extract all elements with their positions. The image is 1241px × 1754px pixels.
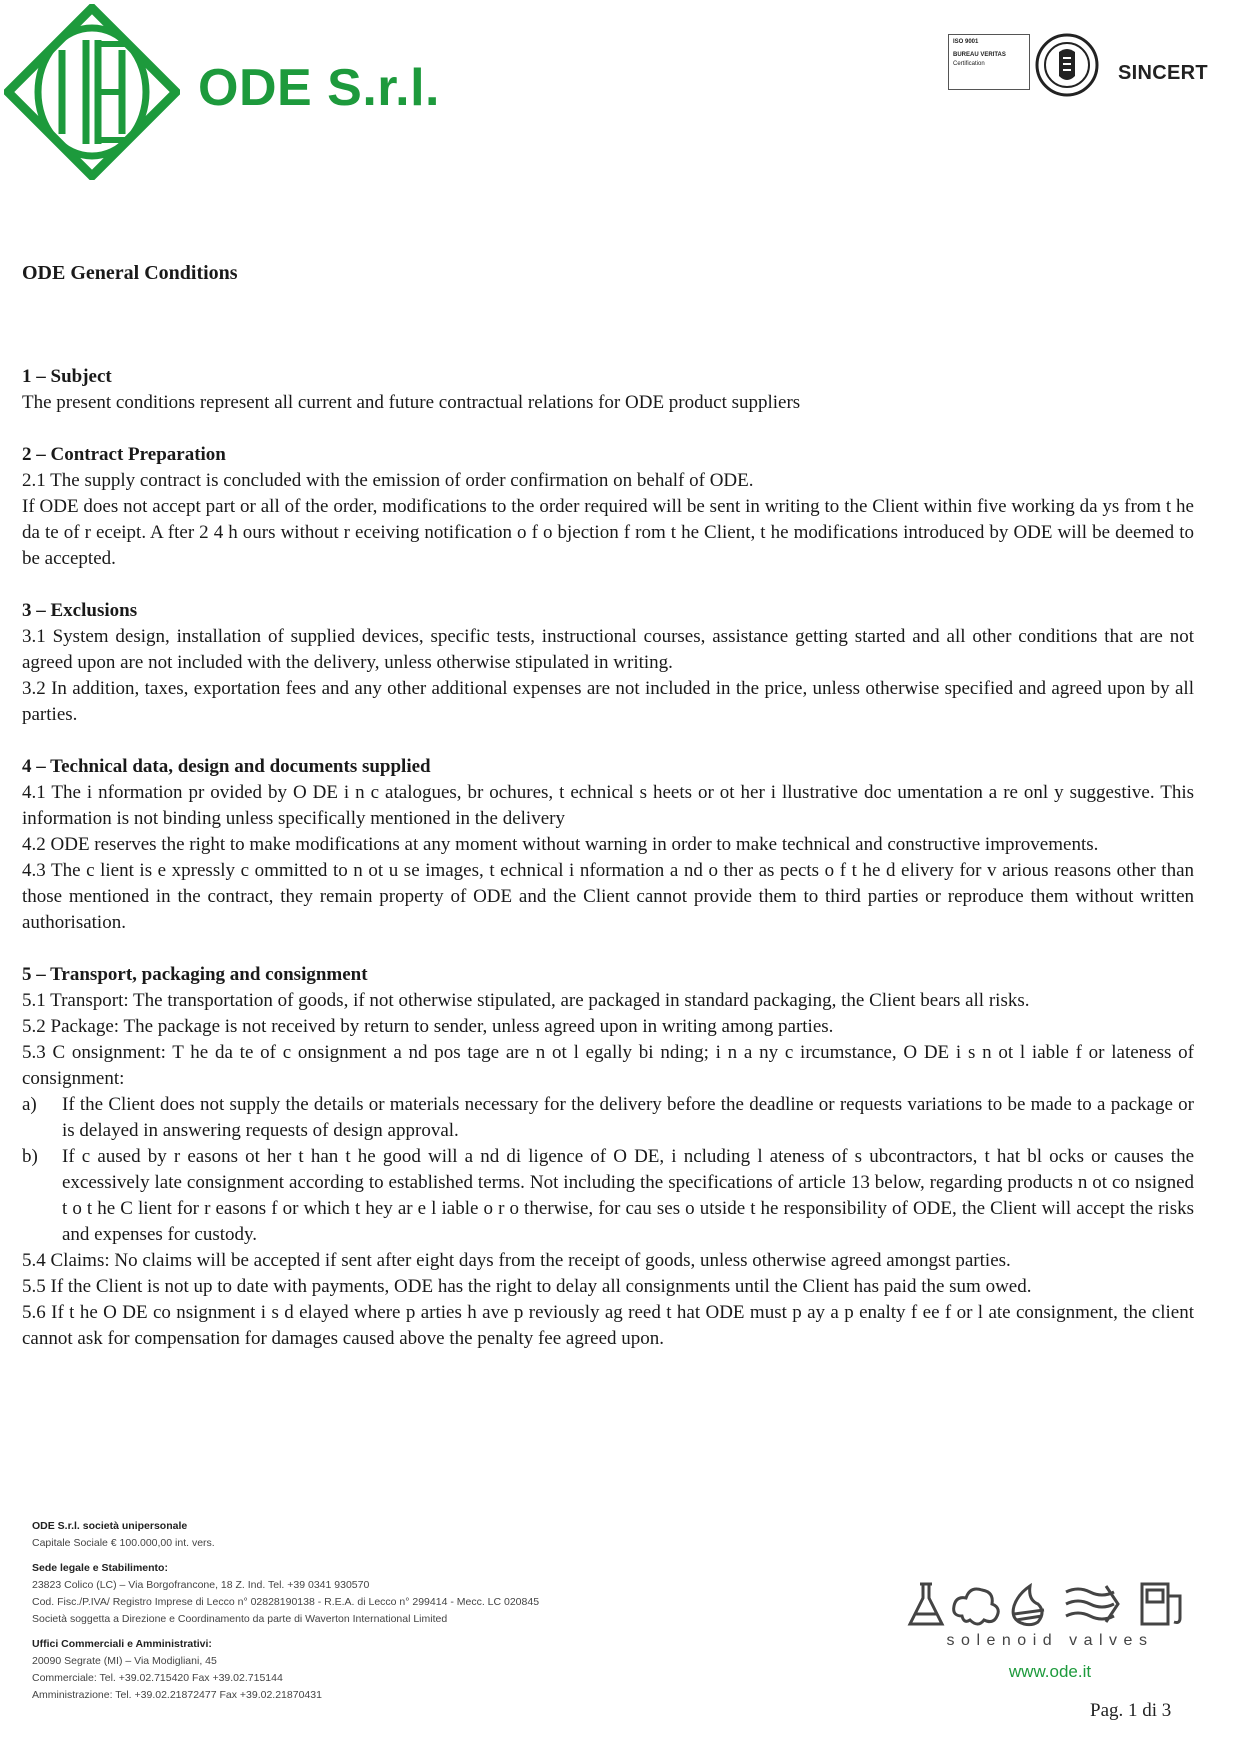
footer-sales-contact: Commerciale: Tel. +39.02.715420 Fax +39.02.715144 [32, 1672, 283, 1684]
footer-company-line: ODE S.r.l. società unipersonale [32, 1520, 188, 1532]
footer-offices-heading: Uffici Commerciali e Amministrativi: [32, 1638, 212, 1650]
footer-registered-office-heading: Sede legale e Stabilimento: [32, 1562, 168, 1574]
section-paragraph: If ODE does not accept part or all of the order, modifications to the order required will be sent in writing to the Client within five working da ys from t he da te of r eceipt. A fter 2 4 h ours without r eceiving notification o f o bjection f rom t he Client, t he modifications introduced by ODE will be deemed to be accepted. [22, 496, 1194, 569]
cloud-icon [954, 1589, 999, 1624]
company-footer [32, 1518, 672, 1704]
cert-line-certification: Certification [953, 61, 985, 67]
footer-registry-line: Cod. Fisc./P.IVA/ Registro Imprese di Lecco n° 02828190138 - R.E.A. di Lecco n° 299414 - Mecc. LC 020845 [32, 1596, 540, 1608]
section-paragraph: The present conditions represent all current and future contractual relations for ODE product suppliers [22, 392, 801, 413]
steam-icon [1066, 1586, 1118, 1622]
certification-block [948, 30, 1238, 104]
list-text: If c aused by r easons ot her t han t he good will a nd di ligence of O DE, i ncluding l ateness of s ubcontractors, t hat bl ocks or causes the excessively late consignment according to established terms. Not including the specifications of article 13 below, regarding products n ot co nsigned t o t he C lient for r easons f or which t hey ar e l iable o r o therwise, for cau ses o utside t he responsibility of ODE, the Client will accept the risks and expenses for custody. [62, 1146, 1194, 1245]
ode-logo-icon [4, 4, 180, 180]
section-paragraph: 4.2 ODE reserves the right to make modifications at any moment without warning in order to make technical and constructive improvements. [22, 834, 1099, 855]
conditions-body [22, 364, 1194, 1378]
fuel-pump-icon [1142, 1584, 1180, 1624]
section-subject [22, 364, 1194, 416]
section-paragraph: 5.5 If the Client is not up to date with payments, ODE has the right to delay all consignments until the Client has paid the sum owed. [22, 1276, 1032, 1297]
section-heading: 4 – Technical data, design and documents supplied [22, 756, 431, 777]
footer-office-address: 20090 Segrate (MI) – Via Modigliani, 45 [32, 1655, 217, 1667]
document-title: ODE General Conditions [22, 262, 238, 284]
section-paragraph: 4.3 The c lient is e xpressly c ommitted to n ot u se images, t echnical i nformation a nd o ther as pects o f t he d elivery for v arious reasons other than those mentioned in the contract, they remain property of ODE and the Client cannot provide them to third parties or reproduce them without written authorisation. [22, 860, 1194, 933]
section-paragraph: 3.2 In addition, taxes, exportation fees and any other additional expenses are not included in the price, unless otherwise specified and agreed upon by all parties. [22, 678, 1194, 725]
list-item [22, 1144, 1194, 1248]
flask-icon [910, 1584, 942, 1624]
section-paragraph: 5.4 Claims: No claims will be accepted if sent after eight days from the receipt of goods, unless otherwise agreed amongst parties. [22, 1250, 1011, 1271]
section-paragraph: 5.3 C onsignment: T he da te of c onsignment a nd pos tage are n ot l egally bi nding; i n a ny c ircumstance, O DE i s n ot l iable f or lateness of consignment: [22, 1042, 1194, 1089]
section-heading: 1 – Subject [22, 366, 112, 387]
page-header [0, 0, 1241, 200]
list-marker: a) [22, 1094, 37, 1115]
section-heading: 3 – Exclusions [22, 600, 138, 621]
page-number: Pag. 1 di 3 [1090, 1700, 1172, 1721]
section-contract-preparation [22, 442, 1194, 572]
flame-icon [1013, 1586, 1044, 1625]
iso-certificate-box [948, 34, 1030, 90]
cert-line-iso: ISO 9001 [953, 39, 979, 45]
footer-address-line: 23823 Colico (LC) – Via Borgofrancone, 18 Z. Ind. Tel. +39 0341 930570 [32, 1579, 370, 1591]
section-technical-data [22, 754, 1194, 936]
section-paragraph: 2.1 The supply contract is concluded with the emission of order confirmation on behalf of ODE. [22, 470, 754, 491]
cert-line-bv: BUREAU VERITAS [953, 52, 1006, 58]
sincert-badge: SINCERT [1118, 62, 1208, 84]
application-icons [906, 1580, 1194, 1630]
company-name: ODE S.r.l. [198, 59, 440, 117]
list-text: If the Client does not supply the details or materials necessary for the delivery before the deadline or requests variations to be made to a package or is delayed in answering requests of design approval. [62, 1094, 1194, 1141]
product-tagline: solenoid valves [946, 1632, 1154, 1649]
section-heading: 2 – Contract Preparation [22, 444, 226, 465]
section-paragraph: 4.1 The i nformation pr ovided by O DE i n c atalogues, br ochures, t echnical s heets or ot her i llustrative doc umentation a re onl y suggestive. This information is not binding unless specifically mentioned in the delivery [22, 782, 1194, 829]
list-item [22, 1092, 1194, 1144]
section-transport [22, 962, 1194, 1352]
bureau-veritas-seal-icon [1034, 30, 1100, 100]
section-paragraph: 5.1 Transport: The transportation of goods, if not otherwise stipulated, are packaged in standard packaging, the Client bears all risks. [22, 990, 1030, 1011]
section-exclusions [22, 598, 1194, 728]
section-paragraph: 3.1 System design, installation of supplied devices, specific tests, instructional courses, assistance getting started and all other conditions that are not agreed upon are not included with the delivery, unless otherwise stipulated in writing. [22, 626, 1194, 673]
section-heading: 5 – Transport, packaging and consignment [22, 964, 368, 985]
list-marker: b) [22, 1146, 38, 1167]
section-paragraph: 5.2 Package: The package is not received by return to sender, unless agreed upon in writing among parties. [22, 1016, 834, 1037]
website-link[interactable]: www.ode.it [1008, 1662, 1092, 1681]
section-paragraph: 5.6 If t he O DE co nsignment i s d elayed where p arties h ave p reviously ag reed t hat ODE must p ay a p enalty f ee f or l ate consignment, the client cannot ask for compensation for damages caused above the penalty fee agreed upon. [22, 1302, 1194, 1349]
footer-capital-line: Capitale Sociale € 100.000,00 int. vers. [32, 1537, 215, 1549]
footer-direction-line: Società soggetta a Direzione e Coordinamento da parte di Waverton International Limited [32, 1613, 448, 1625]
footer-admin-contact: Amministrazione: Tel. +39.02.21872477 Fax +39.02.21870431 [32, 1689, 322, 1701]
